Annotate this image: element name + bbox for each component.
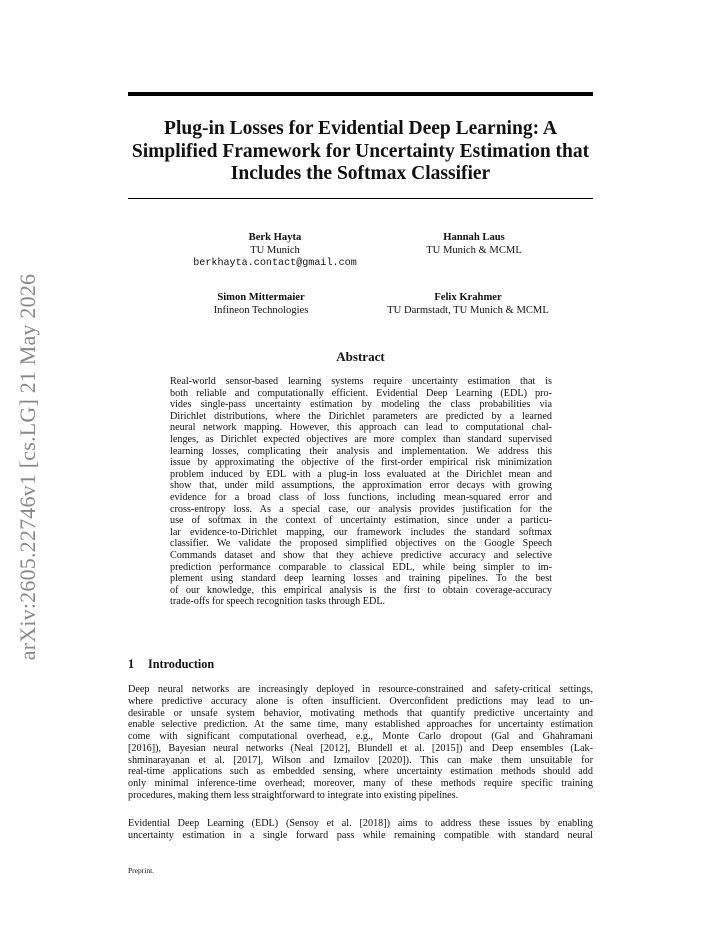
arxiv-identifier-stamp <box>12 258 44 676</box>
abstract-line: lenges, as Dirichlet expected objectives are more complex than standard supervised <box>170 433 552 445</box>
abstract-line: prediction performance comparable to classical EDL, while being simpler to im- <box>170 561 552 573</box>
author-block <box>188 232 362 270</box>
paragraph-line: [2016]), Bayesian neural networks (Neal [2012], Blundell et al. [2015]) and Deep ensembles (Lak- <box>128 742 593 754</box>
abstract-line: cross-entropy loss. As a special case, our analysis provides justification for the <box>170 503 552 515</box>
section-heading-introduction <box>128 657 214 672</box>
author-affiliation: TU Munich <box>250 244 300 256</box>
abstract-line: Real-world sensor-based learning systems require uncertainty estimation that is <box>170 376 552 387</box>
abstract-line: learning losses, complicating their analysis and implementation. We address this <box>170 445 552 457</box>
title-bottom-rule <box>128 198 593 199</box>
abstract-line: Dirichlet distributions, where the Dirichlet parameters are predicted by a learned <box>170 410 552 422</box>
paragraph-line: where predictive accuracy alone is often insufficient. Overconfident predictions may lead to un- <box>128 695 593 707</box>
author-name: Simon Mittermaier <box>217 292 305 303</box>
paragraph-line: desirable or unsafe system behavior, motivating methods that quantify predictive uncertainty and <box>128 707 593 719</box>
abstract-line: plement using standard deep learning losses and training pipelines. To the best <box>170 573 552 585</box>
author-affiliation: Infineon Technologies <box>213 304 309 316</box>
intro-paragraph <box>128 684 593 802</box>
title-line: Simplified Framework for Uncertainty Estimation that <box>131 140 590 162</box>
paragraph-line: come with significant computational overhead, e.g., Monte Carlo dropout (Gal and Ghahramani <box>128 731 593 742</box>
author-affiliation: TU Darmstadt, TU Munich & MCML <box>387 304 549 316</box>
abstract-line: evidence for a broad class of loss functions, including mean-squared error and <box>170 491 552 503</box>
paragraph-line: enable selective prediction. At the same time, many established approaches for uncertainty estimation <box>128 719 593 731</box>
paragraph-line: only minimal inference-time overhead; moreover, many of these methods require specific training <box>128 778 593 789</box>
paragraph-line: real-time applications such as embedded sensing, where uncertainty estimation methods should add <box>128 766 593 778</box>
paragraph-line: procedures, making them less straightforward to integrate into existing pipelines. <box>128 789 459 801</box>
abstract-heading: Abstract <box>336 349 385 364</box>
paragraph-line: uncertainty estimation in a single forward pass while remaining compatible with standard neural <box>128 829 593 841</box>
section-number: 1 <box>128 657 135 671</box>
abstract-line: neural network mapping. However, this approach can lead to computational chal- <box>170 422 552 434</box>
title-top-rule <box>128 92 593 96</box>
paragraph-line: shminarayanan et al. [2017], Wilson and Izmailov [2020]). This can make them unsuitable for <box>128 754 593 766</box>
intro-paragraph <box>128 818 593 842</box>
author-block <box>363 292 573 318</box>
author-name: Felix Krahmer <box>434 292 502 303</box>
paragraph-line: Evidential Deep Learning (EDL) (Sensoy et al. [2018]) aims to address these issues by enabling <box>128 818 593 829</box>
abstract-line: of our knowledge, this empirical analysis is the first to obtain coverage-accuracy <box>170 584 552 596</box>
title-line: Plug-in Losses for Evidential Deep Learning: A <box>164 118 557 139</box>
abstract-line: vides single-pass uncertainty estimation by modeling the class probabilities via <box>170 399 552 411</box>
abstract-line: issue by approximating the objective of the first-order empirical risk minimization <box>170 457 552 469</box>
author-block <box>174 292 348 318</box>
abstract-line: use of softmax in the context of uncertainty estimation, since under a particu- <box>170 515 552 527</box>
author-email[interactable]: berkhayta.contact@gmail.com <box>193 257 357 269</box>
abstract-line: classifier. We validate the proposed simplified objectives on the Google Speech <box>170 538 552 550</box>
abstract-line: both reliable and computationally efficient. Evidential Deep Learning (EDL) pro- <box>170 387 552 399</box>
preprint-footnote: Preprint. <box>128 866 155 875</box>
author-name: Berk Hayta <box>248 232 302 243</box>
abstract-line: trade-offs for speech recognition tasks through EDL. <box>170 596 386 608</box>
paragraph-line: Deep neural networks are increasingly deployed in resource-constrained and safety-critical settings, <box>128 684 593 695</box>
abstract-line: lar evidence-to-Dirichlet mapping, our framework includes the standard softmax <box>170 526 552 538</box>
abstract-line: Commands dataset and show that they achieve predictive accuracy and selective <box>170 549 552 561</box>
author-block <box>387 232 561 258</box>
abstract-body <box>170 376 552 608</box>
title-line: Includes the Softmax Classifier <box>230 163 491 184</box>
section-title: Introduction <box>148 657 215 671</box>
arxiv-identifier-text: arXiv:2605.22746v1 [cs.LG] 21 May 2026 <box>15 273 40 661</box>
paper-title <box>118 118 603 186</box>
abstract-line: problem induced by EDL with a plug-in loss evaluated at the Dirichlet mean and <box>170 468 552 480</box>
author-name: Hannah Laus <box>443 232 505 243</box>
abstract-line: show that, under mild assumptions, the approximation error decays with growing <box>170 480 552 492</box>
author-affiliation: TU Munich & MCML <box>426 244 522 256</box>
